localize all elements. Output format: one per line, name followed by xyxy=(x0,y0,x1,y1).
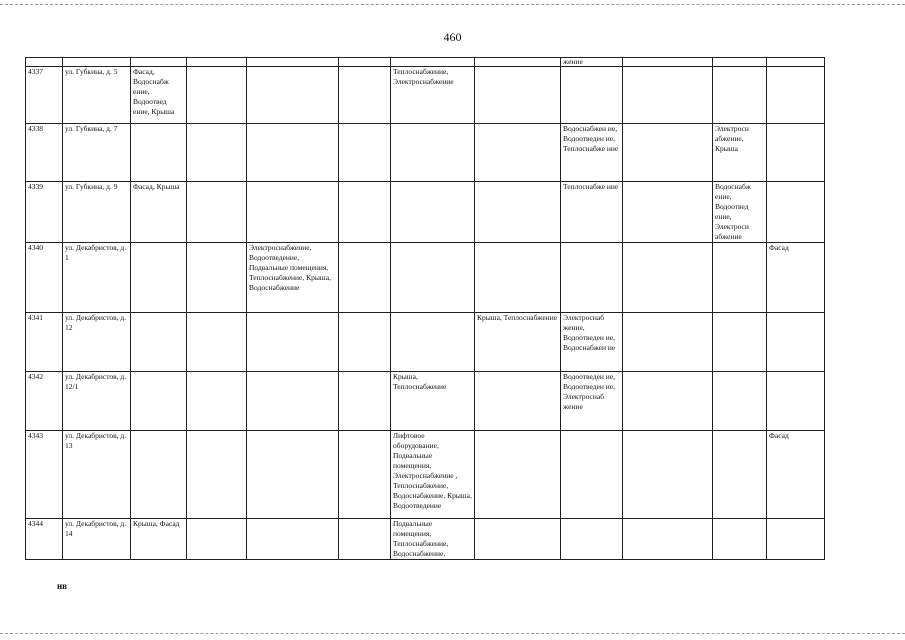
footnote-mark: нв xyxy=(57,581,68,591)
work-cell xyxy=(391,313,475,372)
work-cell xyxy=(713,67,767,124)
table-row xyxy=(26,519,825,560)
work-cell xyxy=(339,243,391,313)
work-cell: Фасад xyxy=(767,431,825,519)
continuation-cell: жение xyxy=(561,58,623,67)
work-cell: Электросн абжение, Крыша xyxy=(713,124,767,182)
row-id: 4337 xyxy=(26,67,63,124)
work-cell xyxy=(131,372,187,431)
work-cell xyxy=(131,431,187,519)
work-cell xyxy=(247,519,339,560)
work-cell xyxy=(475,124,561,182)
work-cell xyxy=(131,124,187,182)
row-id: 4340 xyxy=(26,243,63,313)
work-cell xyxy=(561,243,623,313)
row-address: ул. Декабристов, д. 14 xyxy=(63,519,131,560)
page-number: 460 xyxy=(443,30,462,44)
work-cell xyxy=(339,67,391,124)
work-cell xyxy=(713,431,767,519)
work-cell xyxy=(767,519,825,560)
work-cell xyxy=(767,67,825,124)
work-cell xyxy=(475,182,561,243)
work-cell xyxy=(187,519,247,560)
work-cell xyxy=(187,313,247,372)
row-address: ул. Губкина, д. 9 xyxy=(63,182,131,243)
work-cell xyxy=(247,124,339,182)
work-cell xyxy=(561,519,623,560)
work-cell xyxy=(623,431,713,519)
row-address: ул. Декабристов, д. 12 xyxy=(63,313,131,372)
row-id: 4338 xyxy=(26,124,63,182)
work-cell xyxy=(561,431,623,519)
work-cell: Крыша, Теплоснабжение xyxy=(475,313,561,372)
work-cell xyxy=(187,431,247,519)
work-cell xyxy=(187,372,247,431)
work-cell: Водоснабж ение, Водоотвед ение, Электроси абжение xyxy=(713,182,767,243)
scan-edge-bottom xyxy=(0,633,905,634)
work-cell: Водоотведен ие, Водоотведен ие, Электроснаб жение xyxy=(561,372,623,431)
scan-edge-top xyxy=(0,4,905,5)
work-cell xyxy=(623,182,713,243)
work-cell xyxy=(187,243,247,313)
row-id: 4342 xyxy=(26,372,63,431)
work-cell: Крыша, Фасад xyxy=(131,519,187,560)
work-cell xyxy=(475,372,561,431)
work-cell xyxy=(475,431,561,519)
work-cell xyxy=(131,313,187,372)
work-cell xyxy=(339,372,391,431)
work-cell: Лифтовое оборудование, Подвальные помещения, Электроснабжение , Теплоснабжение, Водоснабжение, Крыша, Водоотведение xyxy=(391,431,475,519)
work-cell xyxy=(187,124,247,182)
work-cell: Подвальные помещения, Теплоснабжение, Водоснабжение, xyxy=(391,519,475,560)
row-address: ул. Декабристов, д. 12/1 xyxy=(63,372,131,431)
row-address: ул. Губкина, д. 7 xyxy=(63,124,131,182)
work-cell xyxy=(247,372,339,431)
work-cell xyxy=(623,519,713,560)
work-cell xyxy=(339,182,391,243)
work-cell xyxy=(713,519,767,560)
table-row xyxy=(26,372,825,431)
work-cell xyxy=(561,67,623,124)
work-cell xyxy=(623,124,713,182)
work-cell xyxy=(713,313,767,372)
row-id: 4341 xyxy=(26,313,63,372)
work-cell xyxy=(247,67,339,124)
work-cell xyxy=(391,124,475,182)
work-cell: Крыша, Теплоснабжение xyxy=(391,372,475,431)
table-row xyxy=(26,243,825,313)
work-cell xyxy=(767,313,825,372)
work-cell: Теплоснабже ние xyxy=(561,182,623,243)
work-cell xyxy=(247,182,339,243)
table-row xyxy=(26,182,825,243)
work-cell xyxy=(623,372,713,431)
work-cell: Теплоснабжение, Электроснабжение xyxy=(391,67,475,124)
work-cell xyxy=(391,182,475,243)
work-cell xyxy=(767,372,825,431)
work-cell: Фасад, Крыша xyxy=(131,182,187,243)
work-cell xyxy=(713,243,767,313)
work-cell xyxy=(767,124,825,182)
work-cell xyxy=(623,243,713,313)
row-id: 4343 xyxy=(26,431,63,519)
row-address: ул. Губкина, д. 5 xyxy=(63,67,131,124)
row-address: ул. Декабристов, д. 1 xyxy=(63,243,131,313)
work-cell: Фасад xyxy=(767,243,825,313)
table-row xyxy=(26,67,825,124)
work-cell xyxy=(187,67,247,124)
continuation-row xyxy=(26,58,825,67)
work-cell xyxy=(713,372,767,431)
work-cell xyxy=(187,182,247,243)
work-cell: Электроснаб жение, Водоотведен ие, Водоснабжен ие xyxy=(561,313,623,372)
row-address: ул. Декабристов, д. 13 xyxy=(63,431,131,519)
table-row xyxy=(26,313,825,372)
work-cell xyxy=(767,182,825,243)
work-cell xyxy=(391,243,475,313)
work-cell: Электроснабжение, Водоотведение, Подвальные помещения, Теплоснабжение, Крыша, Водоснабжение xyxy=(247,243,339,313)
row-id: 4344 xyxy=(26,519,63,560)
work-cell xyxy=(339,124,391,182)
row-id: 4339 xyxy=(26,182,63,243)
work-cell xyxy=(475,243,561,313)
work-cell xyxy=(623,313,713,372)
table-body xyxy=(26,58,825,560)
work-cell xyxy=(339,313,391,372)
work-cell xyxy=(247,313,339,372)
work-cell xyxy=(339,431,391,519)
work-cell xyxy=(339,519,391,560)
work-cell xyxy=(475,519,561,560)
work-cell xyxy=(475,67,561,124)
table-row xyxy=(26,431,825,519)
work-cell xyxy=(131,243,187,313)
registry-table xyxy=(25,57,825,560)
work-cell xyxy=(623,67,713,124)
table-row xyxy=(26,124,825,182)
work-cell: Фасад, Водоснабж ение, Водоотвед ение, Крыша xyxy=(131,67,187,124)
work-cell xyxy=(247,431,339,519)
work-cell: Водоснабжен ие, Водоотведен ие, Теплоснабже ние xyxy=(561,124,623,182)
